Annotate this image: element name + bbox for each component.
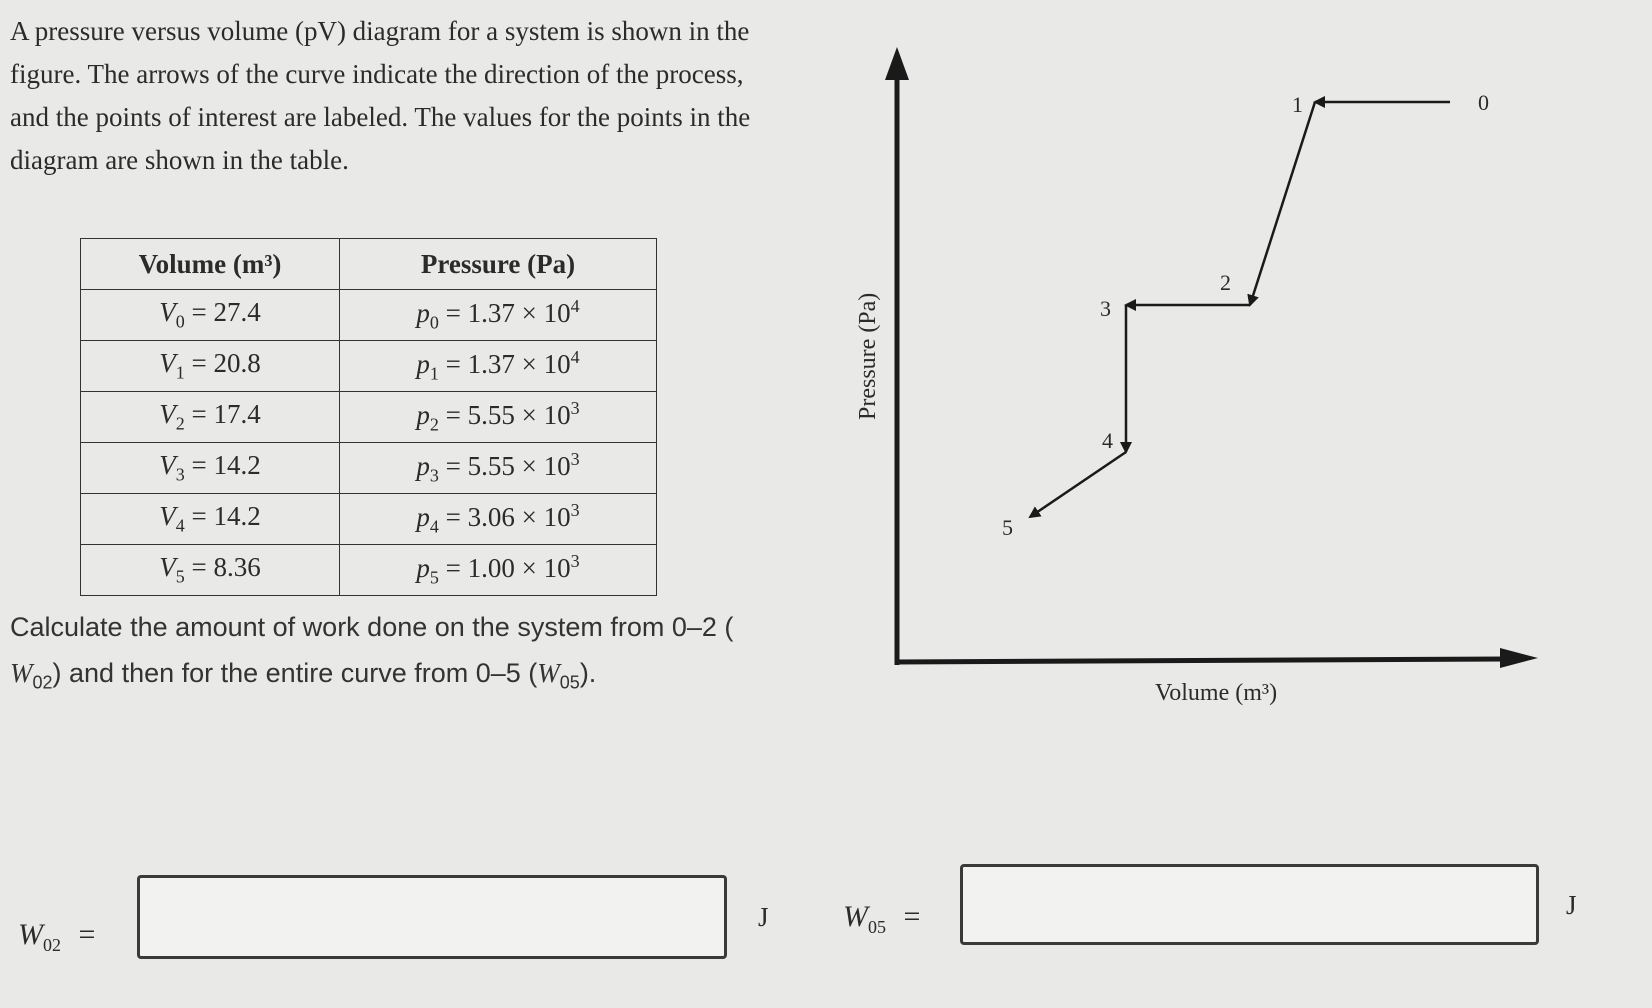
pressure-cell: $p_2 = 5.55 \times 10^3$ xyxy=(340,392,657,443)
w02-label: $W_{02}$ = xyxy=(18,918,96,955)
w02-input[interactable] xyxy=(137,875,727,959)
pressure-cell: $p_4 = 3.06 \times 10^3$ xyxy=(340,494,657,545)
curve-segment xyxy=(1250,102,1315,305)
pressure-cell: $p_3 = 5.55 \times 10^3$ xyxy=(340,443,657,494)
volume-header: Volume (m³) xyxy=(81,239,340,290)
volume-cell: $V_3 = 14.2$ xyxy=(81,443,340,494)
point-label: 3 xyxy=(1100,296,1111,321)
point-label: 4 xyxy=(1102,428,1113,453)
volume-cell: $V_5 = 8.36$ xyxy=(81,545,340,596)
point-label: 0 xyxy=(1478,90,1489,115)
question-text: Calculate the amount of work done on the system from 0–2 ( $W_{02}$) and then for the entire curve from 0–5 $(W_{05})$. xyxy=(10,612,734,693)
w02-unit: J xyxy=(758,902,769,932)
problem-intro: A pressure versus volume (pV) diagram for a system is shown in the figure. The arrows of the curve indicate the direction of the process, and the points of interest are labeled. The values for the points in the diagram are shown in the table. xyxy=(10,16,751,175)
point-label: 5 xyxy=(1002,515,1013,540)
x-axis-arrow-icon xyxy=(1500,648,1538,668)
point-label: 1 xyxy=(1292,92,1303,117)
pressure-cell: $p_1 = 1.37 \times 10^4$ xyxy=(340,341,657,392)
x-axis-label: Volume (m³) xyxy=(1155,680,1278,706)
pressure-cell: $p_5 = 1.00 \times 10^3$ xyxy=(340,545,657,596)
w05-unit: J xyxy=(1566,890,1577,920)
volume-cell: $V_0 = 27.4$ xyxy=(81,290,340,341)
pressure-header: Pressure (Pa) xyxy=(340,239,657,290)
volume-cell: $V_4 = 14.2$ xyxy=(81,494,340,545)
volume-cell: $V_2 = 17.4$ xyxy=(81,392,340,443)
y-axis-label: Pressure (Pa) xyxy=(855,292,881,420)
curve-segment xyxy=(1030,452,1126,517)
pressure-cell: $p_0 = 1.37 \times 10^4$ xyxy=(340,290,657,341)
w05-label: $W_{05}$ = xyxy=(843,900,921,937)
point-label: 2 xyxy=(1220,270,1231,295)
y-axis-arrow-icon xyxy=(885,47,909,80)
x-axis xyxy=(895,659,1505,662)
w05-input[interactable] xyxy=(960,864,1539,945)
volume-cell: $V_1 = 20.8$ xyxy=(81,341,340,392)
